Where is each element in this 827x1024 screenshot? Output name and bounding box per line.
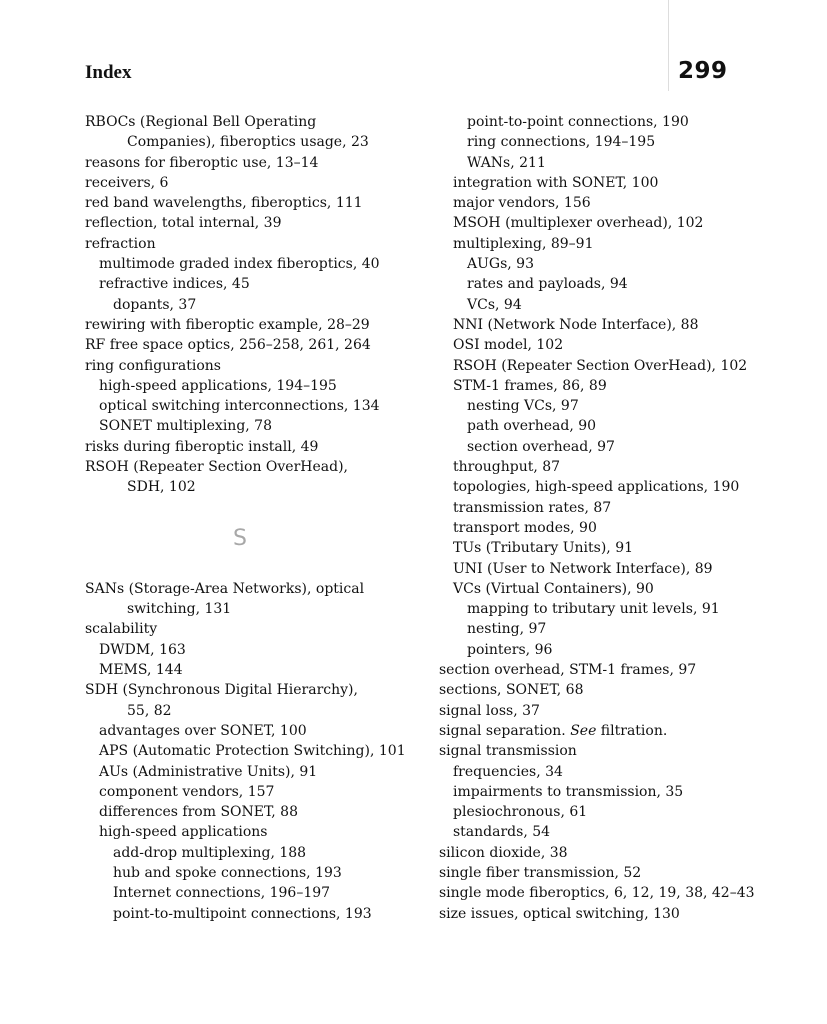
index-entry: section overhead, 97 [467, 438, 615, 455]
index-entry: ring connections, 194–195 [467, 134, 656, 151]
index-entry: point-to-point connections, 190 [467, 114, 689, 130]
index-entry: rates and payloads, 94 [467, 276, 628, 293]
index-entry: mapping to tributary unit levels, 91 [467, 601, 720, 618]
index-entry: reflection, total internal, 39 [85, 215, 282, 232]
index-entry: OSI model, 102 [453, 337, 564, 354]
index-entry: SDH, 102 [127, 479, 196, 496]
index-entry: path overhead, 90 [467, 418, 597, 435]
index-entry: signal loss, 37 [439, 702, 540, 719]
index-entry: add-drop multiplexing, 188 [113, 844, 307, 861]
page-number: 299 [678, 58, 728, 84]
index-entry: ring configurations [85, 357, 221, 374]
index-entry: section overhead, STM-1 frames, 97 [439, 662, 697, 679]
index-entry: receivers, 6 [85, 174, 169, 191]
index-entry: high-speed applications, 194–195 [99, 377, 337, 394]
index-entry: pointers, 96 [467, 641, 553, 658]
index-entry: SDH (Synchronous Digital Hierarchy), [85, 682, 358, 699]
index-entry: size issues, optical switching, 130 [439, 905, 680, 922]
index-list-right [439, 112, 769, 924]
index-entry: MSOH (multiplexer overhead), 102 [453, 215, 704, 232]
index-entry: RSOH (Repeater Section OverHead), 102 [453, 357, 748, 374]
index-entry: hub and spoke connections, 193 [113, 864, 342, 881]
index-entry: point-to-multipoint connections, 193 [113, 905, 372, 922]
index-entry: reasons for fiberoptic use, 13–14 [85, 154, 319, 171]
index-entry: refraction [85, 235, 156, 252]
index-entry: impairments to transmission, 35 [453, 783, 684, 800]
index-entry: transport modes, 90 [453, 519, 597, 536]
index-entry: Internet connections, 196–197 [113, 885, 331, 902]
index-column-right [439, 112, 769, 924]
index-entry: major vendors, 156 [453, 195, 591, 212]
index-entry: frequencies, 34 [453, 763, 563, 780]
index-list-r [85, 112, 425, 498]
index-entry: signal transmission [439, 743, 577, 760]
index-entry: STM-1 frames, 86, 89 [453, 377, 607, 394]
index-entry: advantages over SONET, 100 [99, 722, 307, 739]
index-entry: component vendors, 157 [99, 783, 275, 800]
section-letter-heading: S [233, 525, 247, 551]
index-entry: VCs (Virtual Containers), 90 [453, 580, 654, 597]
index-entry: AUGs, 93 [467, 256, 534, 273]
index-entry: throughput, 87 [453, 459, 561, 476]
index-entry: RF free space optics, 256–258, 261, 264 [85, 337, 371, 354]
index-entry: switching, 131 [127, 601, 232, 618]
index-entry: refractive indices, 45 [99, 276, 250, 293]
index-entry: VCs, 94 [467, 296, 522, 313]
index-entry: NNI (Network Node Interface), 88 [453, 316, 699, 333]
index-entry: high-speed applications [99, 824, 268, 841]
index-entry: single mode fiberoptics, 6, 12, 19, 38, 42–43 [439, 885, 755, 902]
index-entry: topologies, high-speed applications, 190 [453, 479, 740, 496]
index-entry: red band wavelengths, fiberoptics, 111 [85, 195, 363, 212]
index-entry: transmission rates, 87 [453, 499, 612, 516]
index-entry: nesting VCs, 97 [467, 398, 579, 415]
index-entry: DWDM, 163 [99, 641, 186, 658]
index-entry: silicon dioxide, 38 [439, 844, 568, 861]
index-entry: optical switching interconnections, 134 [99, 398, 380, 415]
index-entry: signal separation. See filtration. [439, 722, 668, 739]
running-header-title: Index [85, 62, 132, 83]
index-entry: risks during fiberoptic install, 49 [85, 438, 319, 455]
index-entry: AUs (Administrative Units), 91 [99, 763, 318, 780]
index-entry: single fiber transmission, 52 [439, 864, 642, 881]
index-entry: scalability [85, 621, 158, 638]
index-entry: MEMS, 144 [99, 662, 183, 679]
index-entry: plesiochronous, 61 [453, 804, 588, 821]
index-entry: 55, 82 [127, 702, 172, 719]
index-entry: TUs (Tributary Units), 91 [453, 540, 634, 557]
index-entry: multiplexing, 89–91 [453, 235, 594, 252]
index-entry: WANs, 211 [467, 154, 546, 171]
index-entry: RBOCs (Regional Bell Operating [85, 114, 317, 130]
index-entry: Companies), fiberoptics usage, 23 [127, 134, 369, 151]
index-entry: standards, 54 [453, 824, 551, 841]
index-entry: sections, SONET, 68 [439, 682, 584, 699]
index-list-s [85, 579, 425, 924]
index-entry: APS (Automatic Protection Switching), 101 [99, 743, 406, 760]
index-entry: multimode graded index fiberoptics, 40 [99, 256, 380, 273]
index-entry: SONET multiplexing, 78 [99, 418, 272, 435]
index-column-left [85, 112, 425, 924]
index-entry: differences from SONET, 88 [99, 804, 298, 821]
index-entry: nesting, 97 [467, 621, 547, 638]
index-entry: dopants, 37 [113, 296, 197, 313]
index-entry: UNI (User to Network Interface), 89 [453, 560, 713, 577]
index-entry: SANs (Storage-Area Networks), optical [85, 580, 365, 597]
index-entry: rewiring with fiberoptic example, 28–29 [85, 316, 370, 333]
index-entry: integration with SONET, 100 [453, 174, 659, 191]
index-entry: RSOH (Repeater Section OverHead), [85, 459, 348, 476]
